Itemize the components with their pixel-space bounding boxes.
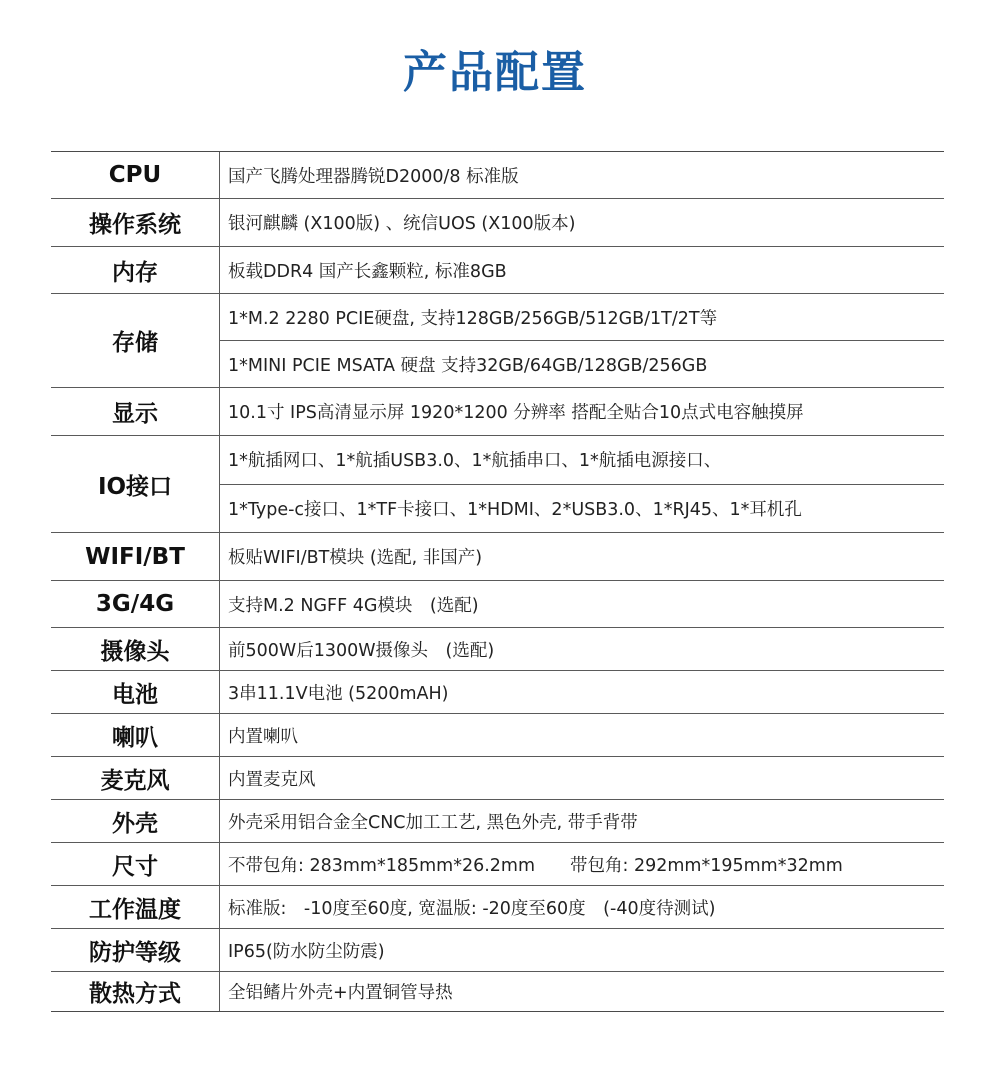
spec-row-shell — [51, 800, 944, 843]
spec-row-os — [51, 199, 944, 247]
spec-label: 电池 — [51, 671, 220, 713]
spec-row-storage — [51, 294, 944, 388]
spec-label: 麦克风 — [51, 757, 220, 799]
spec-label: 喇叭 — [51, 714, 220, 756]
spec-value: 10.1寸 IPS高清显示屏 1920*1200 分辨率 搭配全贴合10点式电容触摸屏 — [228, 403, 804, 423]
spec-value: 板贴WIFI/BT模块 (选配, 非国产) — [228, 548, 483, 568]
spec-row-cpu — [51, 152, 944, 199]
spec-label: IO接口 — [51, 436, 220, 532]
spec-label: 操作系统 — [51, 199, 220, 246]
spec-value: 银河麒麟 (X100版) 、统信UOS (X100版本) — [228, 214, 576, 234]
spec-value: 3串11.1V电池 (5200mAH) — [228, 683, 449, 704]
spec-value: 1*MINI PCIE MSATA 硬盘 支持32GB/64GB/128GB/256GB — [220, 340, 944, 387]
spec-table — [51, 151, 944, 1012]
spec-label: 摄像头 — [51, 628, 220, 670]
spec-label: 尺寸 — [51, 843, 220, 885]
spec-value: 不带包角: 283mm*185mm*26.2mm 带包角: 292mm*195mm*32mm — [228, 855, 843, 876]
spec-row-cellular — [51, 581, 944, 628]
spec-row-memory — [51, 247, 944, 294]
spec-value: IP65(防水防尘防震) — [228, 941, 385, 962]
page-title: 产品配置 — [403, 47, 587, 98]
spec-label: WIFI/BT — [51, 533, 220, 580]
spec-row-speaker — [51, 714, 944, 757]
spec-label: 散热方式 — [51, 972, 220, 1011]
spec-row-io — [51, 436, 944, 533]
spec-label: CPU — [51, 152, 220, 198]
spec-value: 国产飞腾处理器腾锐D2000/8 标准版 — [228, 166, 519, 187]
spec-label: 外壳 — [51, 800, 220, 842]
spec-label: 3G/4G — [51, 581, 220, 627]
spec-value: 1*M.2 2280 PCIE硬盘, 支持128GB/256GB/512GB/1T/2T等 — [228, 308, 718, 329]
spec-row-display — [51, 388, 944, 436]
spec-label: 防护等级 — [51, 929, 220, 971]
spec-value: 外壳采用铝合金全CNC加工工艺, 黑色外壳, 带手背带 — [228, 812, 638, 833]
spec-label: 内存 — [51, 247, 220, 293]
spec-value: 内置喇叭 — [228, 726, 298, 747]
spec-row-camera — [51, 628, 944, 671]
spec-value: 内置麦克风 — [228, 769, 316, 790]
spec-label: 工作温度 — [51, 886, 220, 928]
spec-row-temperature — [51, 886, 944, 929]
spec-value: 1*航插网口、1*航插USB3.0、1*航插串口、1*航插电源接口、 — [228, 451, 722, 472]
spec-value: 板载DDR4 国产长鑫颗粒, 标准8GB — [228, 261, 507, 282]
spec-value: 1*Type-c接口、1*TF卡接口、1*HDMI、2*USB3.0、1*RJ45、1*耳机孔 — [220, 484, 944, 533]
spec-label: 显示 — [51, 388, 220, 435]
spec-row-battery — [51, 671, 944, 714]
spec-label: 存储 — [51, 294, 220, 387]
spec-row-size — [51, 843, 944, 886]
spec-value: 全铝鳍片外壳+内置铜管导热 — [228, 983, 453, 1003]
spec-row-cooling — [51, 972, 944, 1012]
spec-row-wifi — [51, 533, 944, 581]
spec-row-protection — [51, 929, 944, 972]
spec-value: 支持M.2 NGFF 4G模块 (选配) — [228, 595, 479, 616]
spec-value: 标准版: -10度至60度, 宽温版: -20度至60度 (-40度待测试) — [228, 898, 716, 919]
spec-value: 前500W后1300W摄像头 (选配) — [228, 640, 495, 661]
spec-row-microphone — [51, 757, 944, 800]
